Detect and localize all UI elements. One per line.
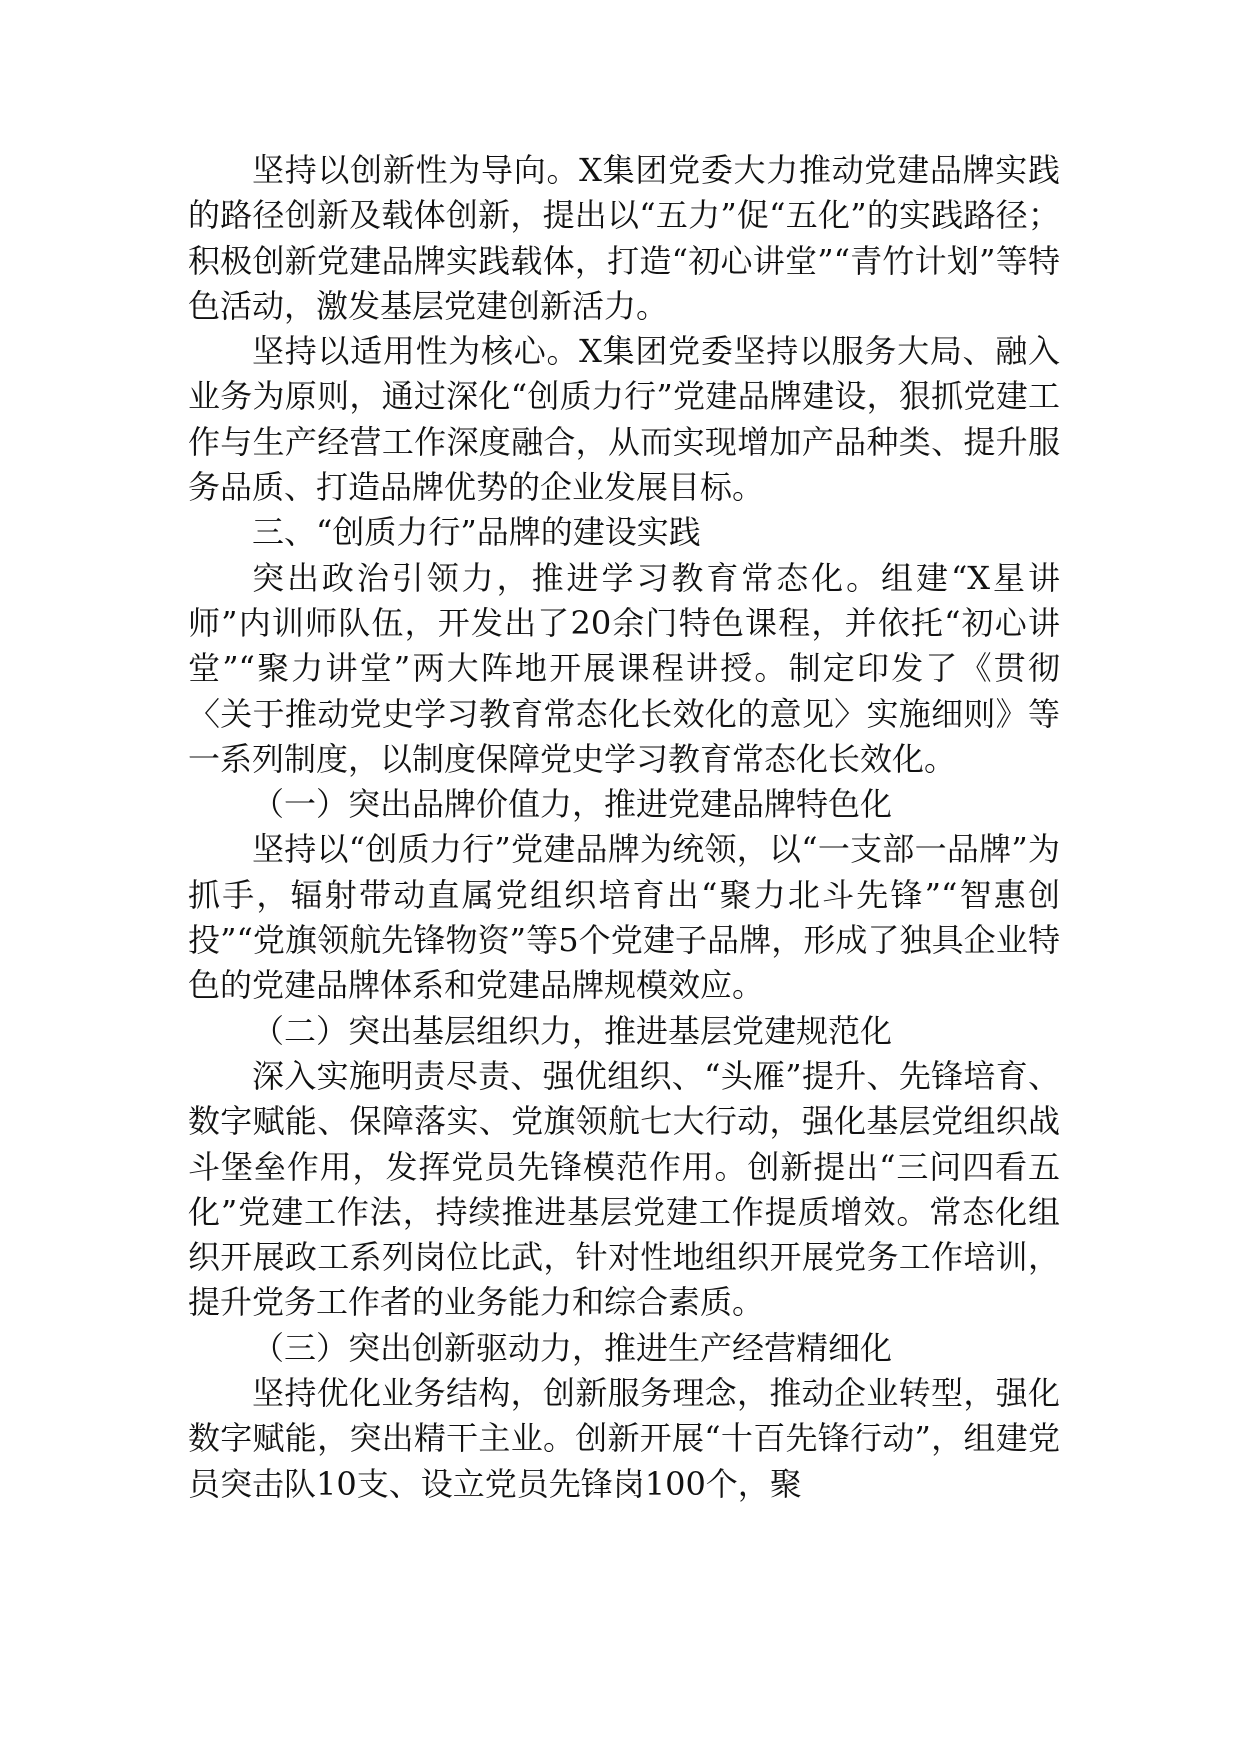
paragraph-grassroots-organization: 深入实施明责尽责、强优组织、“头雁”提升、先锋培育、数字赋能、保障落实、党旗领航七大行动，强化基层党组织战斗堡垒作用，发挥党员先锋模范作用。创新提出“三问四看五化”党建工作法，持续推进基层党建工作提质增效。常态化组织开展政工系列岗位比武，针对性地组织开展党务工作培训，提升党务工作者的业务能力和综合素质。 [188,1056,1060,1322]
subheading-1: （一）突出品牌价值力，推进党建品牌特色化 [252,785,893,824]
subheading-3: （三）突出创新驱动力，推进生产经营精细化 [252,1328,893,1367]
paragraph-political-leadership: 突出政治引领力，推进学习教育常态化。组建“X星讲师”内训师队伍，开发出了20余门特色课程，并依托“初心讲堂”“聚力讲堂”两大阵地开展课程讲授。制定印发了《贯彻〈关于推动党史学习教育常态化长效化的意见〉实施细则》等一系列制度，以制度保障党史学习教育常态化长效化。 [188,558,1060,778]
section-heading-3: 三、“创质力行”品牌的建设实践 [252,513,701,552]
paragraph-brand-value: 坚持以“创质力行”党建品牌为统领，以“一支部一品牌”为抓手，辐射带动直属党组织培育出“聚力北斗先锋”“智惠创投”“党旗领航先锋物资”等5个党建子品牌，形成了独具企业特色的党建品牌体系和党建品牌规模效应。 [188,830,1060,1005]
paragraph-innovation-drive: 坚持优化业务结构，创新服务理念，推动企业转型，强化数字赋能，突出精干主业。创新开展“十百先锋行动”，组建党员突击队10支、设立党员先锋岗100个，聚 [188,1374,1060,1503]
paragraph-innovation: 坚持以创新性为导向。X集团党委大力推动党建品牌实践的路径创新及载体创新，提出以“五力”促“五化”的实践路径；积极创新党建品牌实践载体，打造“初心讲堂”“青竹计划”等特色活动，激发基层党建创新活力。 [188,151,1060,325]
subheading-2: （二）突出基层组织力，推进基层党建规范化 [252,1011,893,1050]
paragraph-applicability: 坚持以适用性为核心。X集团党委坚持以服务大局、融入业务为原则，通过深化“创质力行”党建品牌建设，狠抓党建工作与生产经营工作深度融合，从而实现增加产品种类、提升服务品质、打造品牌优势的企业发展目标。 [188,332,1060,507]
document-body [188,148,1060,1507]
